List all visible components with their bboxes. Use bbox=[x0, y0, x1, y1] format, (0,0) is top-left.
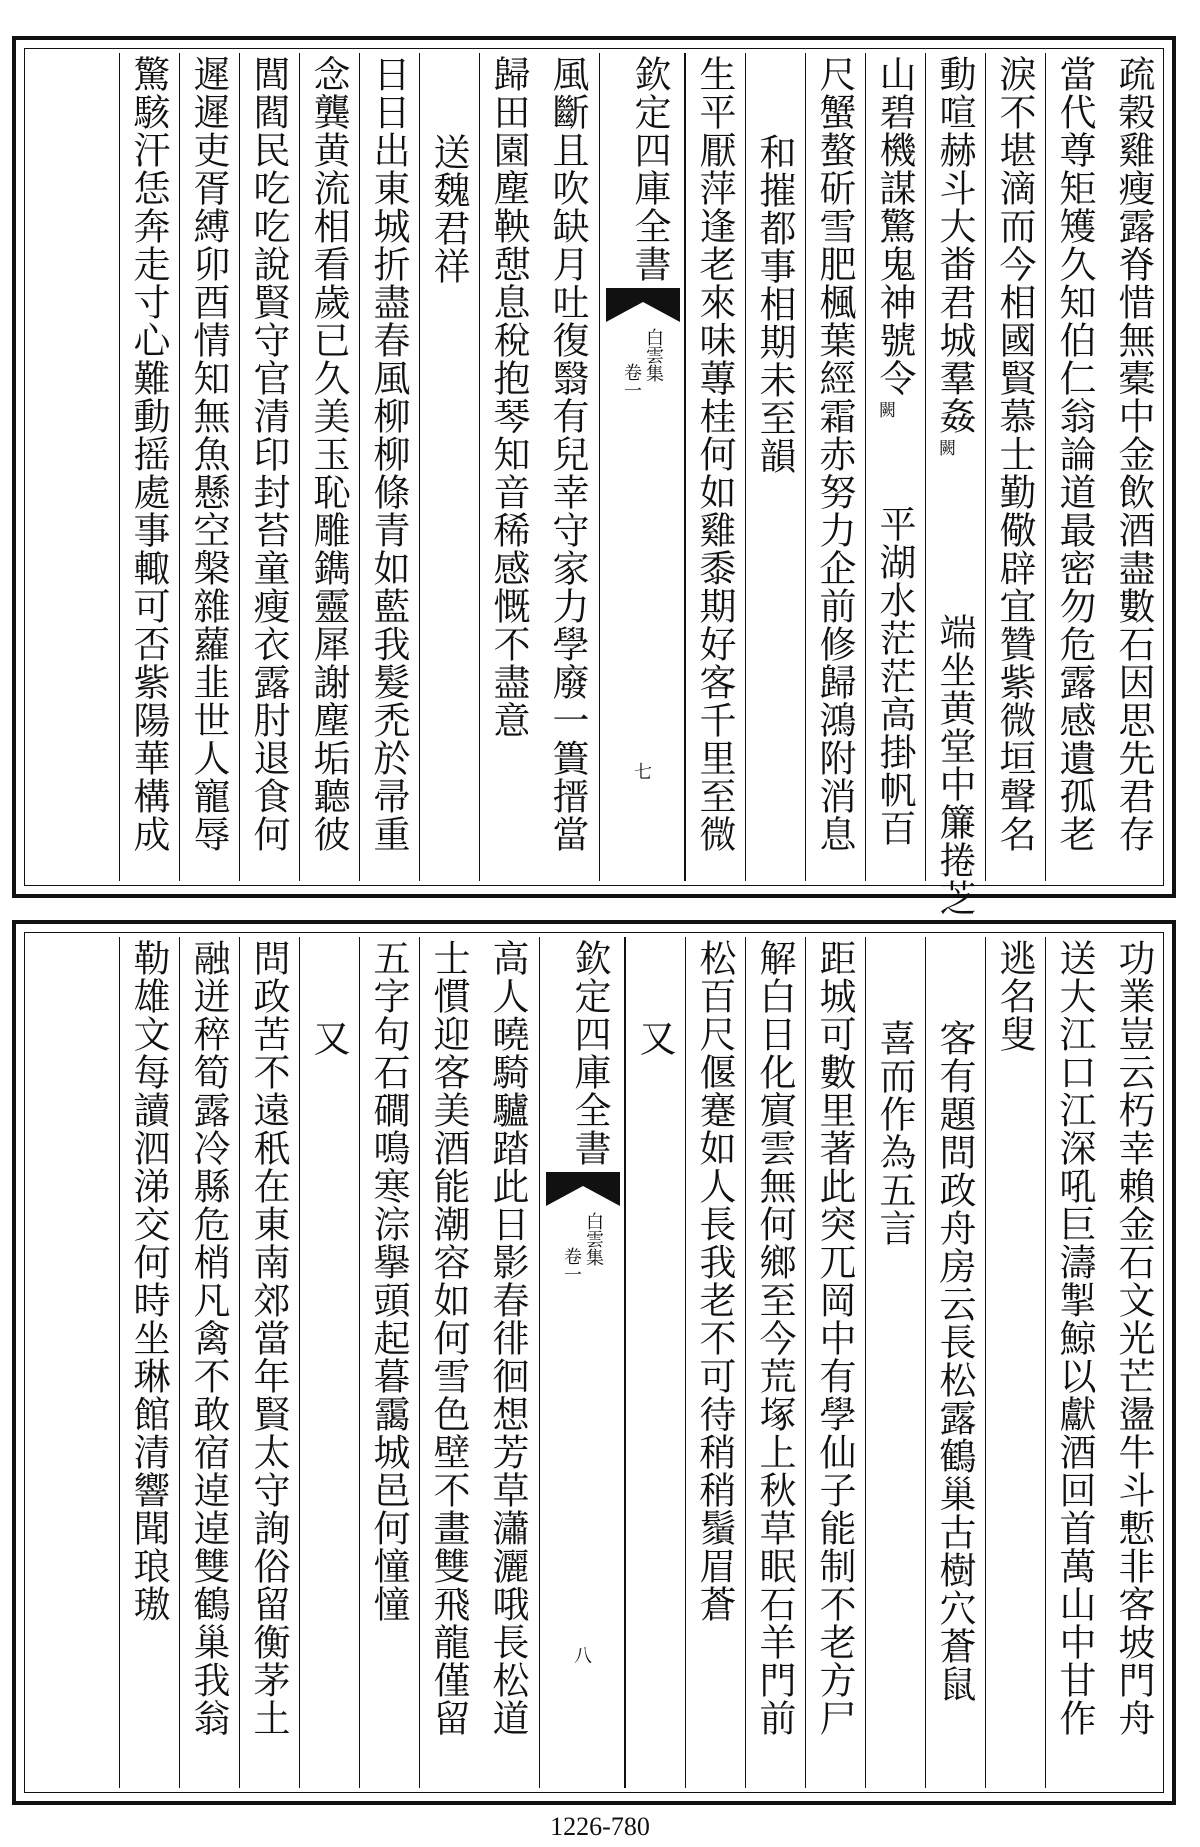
text-column bbox=[745, 53, 805, 881]
text-column bbox=[745, 937, 805, 1788]
column-text: 逃名叟 bbox=[993, 939, 1036, 1053]
text-column bbox=[119, 53, 179, 881]
text-column bbox=[239, 937, 299, 1788]
poem-title: 又 bbox=[633, 1019, 676, 1057]
column-text: 五字句石磵鳴寒淙擧頭起暮靄城邑何憧憧 bbox=[367, 939, 410, 1623]
text-column bbox=[299, 53, 359, 881]
preface-text: 喜而作為五言 bbox=[873, 1019, 916, 1247]
page-reference: 1226-780 bbox=[550, 1812, 650, 1841]
column-text: 高人曉騎驢踏此日影春徘徊想芳草瀟灑哦長松道 bbox=[486, 939, 529, 1737]
column-text: 融迸稡筍露冷縣危梢凡禽不敢宿逴逴雙鶴巢我翁 bbox=[187, 939, 230, 1737]
poem-title: 送魏君祥 bbox=[427, 133, 470, 285]
column-text: 平湖水茫茫高掛帆百 bbox=[873, 505, 916, 847]
text-column bbox=[625, 937, 685, 1788]
text-column bbox=[865, 937, 925, 1788]
center-gutter bbox=[539, 937, 625, 1788]
text-column bbox=[805, 53, 865, 881]
column-text: 山碧機謀驚鬼神號令 bbox=[873, 55, 916, 397]
column-text: 功業豈云朽幸賴金石文光芒盪牛斗慙非客坡門舟 bbox=[1112, 939, 1155, 1737]
volume-label: 卷一 bbox=[561, 1247, 582, 1283]
folio-number: 七 bbox=[634, 762, 652, 783]
column-text: 驚駭汗恁奔走寸心難動摇處事輙可否紫陽華構成 bbox=[127, 55, 170, 853]
text-column bbox=[359, 937, 419, 1788]
column-text: 松百尺偃蹇如人長我老不可待稍稍鬚眉蒼 bbox=[693, 939, 736, 1623]
text-column bbox=[1105, 937, 1165, 1788]
column-text: 歸田園塵鞅憇息稅抱琴知音稀感慨不盡意 bbox=[487, 55, 530, 739]
series-title: 欽定四庫全書 bbox=[568, 939, 611, 1167]
text-column bbox=[925, 937, 985, 1788]
text-column bbox=[865, 53, 925, 881]
column-text: 疏榖雞瘦露脊惜無橐中金飲酒盡數石因思先君存 bbox=[1112, 55, 1155, 853]
text-column bbox=[985, 53, 1045, 881]
text-column bbox=[299, 937, 359, 1788]
preface-text: 客有題問政舟房云長松露鶴巢古樹穴蒼鼠 bbox=[933, 1019, 976, 1703]
text-column bbox=[479, 53, 539, 881]
bottom-page bbox=[12, 920, 1176, 1805]
text-column bbox=[1105, 53, 1165, 881]
poem-title: 和摧都事相期未至韻 bbox=[753, 133, 796, 475]
column-text: 遲遲吏胥縛卯酉情知無魚懸空槃雜蘿韭世人寵辱 bbox=[187, 55, 230, 853]
fishtail-mark-icon bbox=[606, 288, 680, 322]
column-text: 生平厭萍逢老來味蓴桂何如雞黍期好客千里至微 bbox=[693, 55, 736, 853]
column-text: 解白日化賔雲無何鄉至今荒塚上秋草眠石羊門前 bbox=[753, 939, 796, 1737]
text-column bbox=[479, 937, 539, 1788]
text-column bbox=[239, 53, 299, 881]
collection-title: 白雲集 bbox=[643, 328, 664, 382]
text-column bbox=[179, 937, 239, 1788]
text-column bbox=[419, 53, 479, 881]
text-column bbox=[179, 53, 239, 881]
column-text: 問政苦不遠秖在東南郊當年賢太守詢俗留衡茅土 bbox=[247, 939, 290, 1737]
column-text: 端坐黄堂中簾捲芝 bbox=[933, 613, 976, 917]
text-column bbox=[985, 937, 1045, 1788]
column-text: 風斷且吹缺月吐復翳有兒幸守家力學廢一簣搢當 bbox=[546, 55, 589, 853]
volume-label: 卷一 bbox=[621, 363, 642, 399]
column-text: 距城可數里著此突兀岡中有學仙子能制不老方尸 bbox=[813, 939, 856, 1737]
text-column bbox=[359, 53, 419, 881]
collection-title: 白雲集 bbox=[583, 1212, 604, 1266]
center-gutter bbox=[599, 53, 685, 881]
bottom-page-frame bbox=[24, 932, 1164, 1793]
column-text: 尺蟹螯斫雪肥楓葉經霜赤努力企前修歸鴻附消息 bbox=[813, 55, 856, 853]
top-page-frame bbox=[24, 48, 1164, 917]
column-text: 動喧赫斗大畨君城羣姦 bbox=[933, 55, 976, 435]
poem-title: 又 bbox=[307, 1019, 350, 1057]
column-text: 士慣迎客美酒能潮容如何雪色壁不畫雙飛龍僅留 bbox=[427, 939, 470, 1737]
text-column bbox=[1045, 53, 1105, 881]
text-column bbox=[685, 53, 745, 881]
text-column bbox=[925, 53, 985, 917]
text-column bbox=[539, 53, 599, 881]
text-column bbox=[1045, 937, 1105, 1788]
text-column bbox=[419, 937, 479, 1788]
column-text: 勒雄文每讀泗涕交何時坐琳館清響聞琅璈 bbox=[127, 939, 170, 1623]
text-column bbox=[119, 937, 179, 1788]
folio-number: 八 bbox=[574, 1646, 592, 1667]
lacuna-note: 闕 bbox=[935, 439, 955, 456]
column-text: 送大江口江深吼巨濤掣鯨以獻酒回首萬山中甘作 bbox=[1053, 939, 1096, 1737]
text-column bbox=[805, 937, 865, 1788]
lacuna-note: 闕 bbox=[875, 401, 895, 418]
series-title: 欽定四庫全書 bbox=[628, 55, 671, 283]
text-column bbox=[685, 937, 745, 1788]
fishtail-mark-icon bbox=[546, 1172, 620, 1206]
column-text: 淚不堪滴而今相國賢慕士勤儆辟宜贊紫微垣聲名 bbox=[993, 55, 1036, 853]
column-text: 日日出東城折盡春風柳柳條青如藍我髮禿於帚重 bbox=[367, 55, 410, 853]
column-text: 念龔黄流相看歲已久美玉恥雕鐫靈犀謝塵垢聽彼 bbox=[307, 55, 350, 853]
top-page bbox=[12, 36, 1176, 917]
column-text: 當代尊矩矱久知伯仁翁論道最密勿危露感遺孤老 bbox=[1053, 55, 1096, 853]
column-text: 閭閻民吃吃說賢守官清印封苔童瘦衣露肘退食何 bbox=[247, 55, 290, 853]
